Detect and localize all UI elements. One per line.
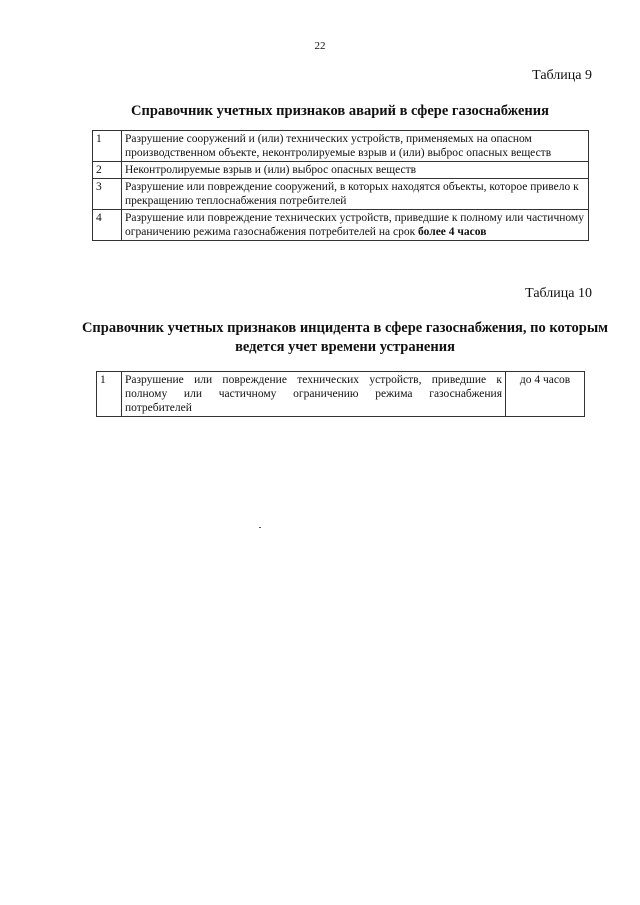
- row-text-main: Разрушение или повреждение технических устройств, приведшие к полному или частичному ограничению режима газоснабжения потребителей на срок: [125, 212, 584, 238]
- row-number: 1: [97, 372, 122, 417]
- row-number: 2: [93, 162, 122, 179]
- table-row: [97, 372, 585, 417]
- stray-mark: [259, 527, 261, 528]
- table9-label: Таблица 9: [532, 68, 592, 83]
- row-number: 1: [93, 131, 122, 162]
- table-row: [93, 210, 589, 241]
- row-number: 3: [93, 179, 122, 210]
- table-row: [93, 162, 589, 179]
- row-text: [122, 210, 589, 241]
- table9-title: Справочник учетных признаков аварий в сфере газоснабжения: [131, 103, 549, 119]
- table-row: [93, 131, 589, 162]
- row-text-bold: более 4 часов: [418, 226, 487, 238]
- row-text: Неконтролируемые взрыв и (или) выброс опасных веществ: [122, 162, 589, 179]
- table10-label: Таблица 10: [525, 286, 592, 301]
- table-row: [93, 179, 589, 210]
- row-duration: до 4 часов: [506, 372, 585, 417]
- table10-title: Справочник учетных признаков инцидента в сфере газоснабжения, по которым ведется учет времени устранения: [81, 320, 609, 355]
- row-number: 4: [93, 210, 122, 241]
- row-text: Разрушение сооружений и (или) технических устройств, применяемых на опасном производственном объекте, неконтролируемые взрыв и (или) выброс опасных веществ: [122, 131, 589, 162]
- row-text: Разрушение или повреждение технических устройств, приведшие к полному или частичному ограничению режима газоснабжения потребителей: [122, 372, 506, 417]
- table9: [92, 130, 589, 241]
- page-number: 22: [314, 40, 326, 52]
- row-text: Разрушение или повреждение сооружений, в которых находятся объекты, которое привело к прекращению теплоснабжения потребителей: [122, 179, 589, 210]
- table10: [96, 371, 585, 417]
